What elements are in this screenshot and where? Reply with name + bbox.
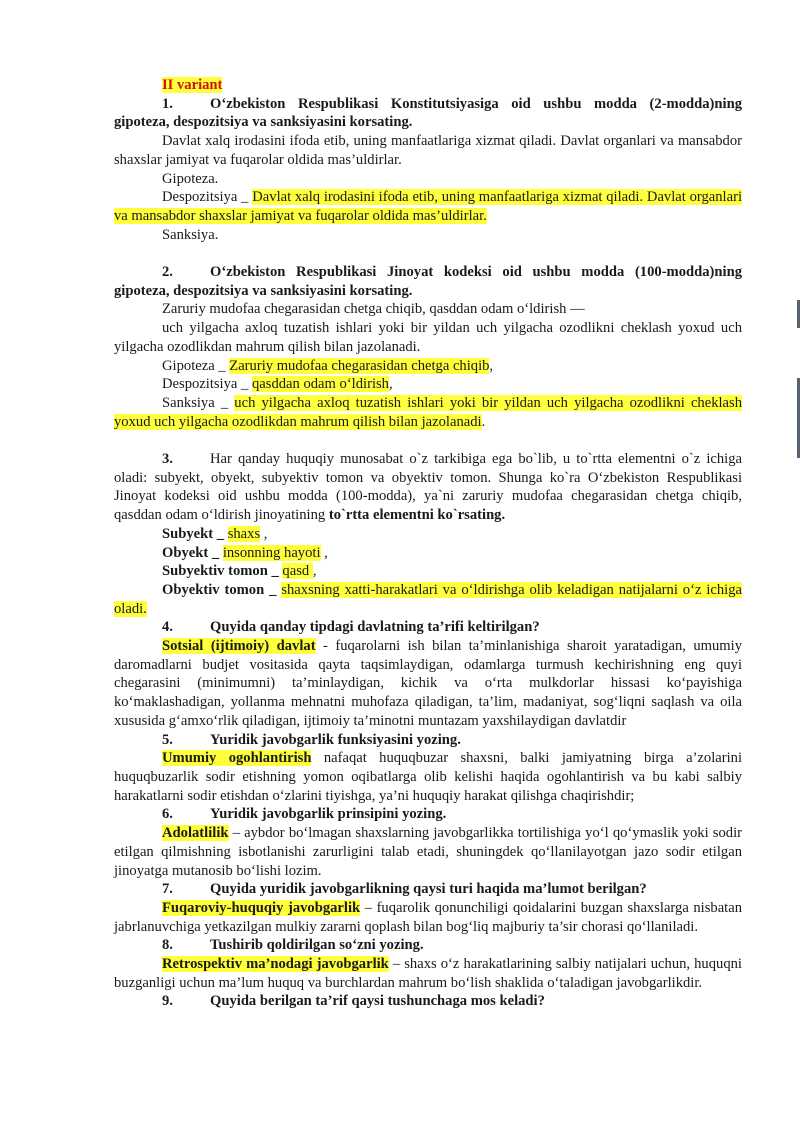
question-3-text	[114, 450, 742, 525]
question-2-sanksiya: Sanksiya _ uch yilgacha axloq tuzatish ishlari yoki bir yildan uch yilgacha ozodlikni cheklash yoxud uch yilgacha ozodlikdan mahrum qilish bilan jazolanadi.	[114, 394, 743, 430]
question-6-number: 6.	[162, 806, 173, 823]
question-4-definition: - fuqarolarni ish bilan ta’minlanishiga sharoit yaratadigan, umumiy daromadlarni budjet vositasida qayta taqsimlaydigan, odamlarga turmush kechirishning eng quyi chegarasini (minimumni) ta’minlaydigan, kichik va o‘rta mulkdorlar hissasi ko‘payishiga ko‘maklashadigan, yollanma mehnatni muhofaza qiladigan, ta’lim, madaniyat, sog‘liqni saqlash va oila xususida g‘amxo‘rlik qiladigan, ijtimoiy ta’minotni muntazam yaxshilaydigan davlatdir	[114, 638, 742, 729]
question-5-heading	[114, 731, 742, 750]
question-8-number: 8.	[162, 937, 173, 954]
question-7-answer-text	[114, 899, 742, 936]
subyekt-line: Subyekt _ shaxs ,	[162, 525, 268, 542]
variant-line	[114, 76, 742, 95]
question-9-heading	[114, 992, 742, 1011]
question-5-answer: Umumiy ogohlantirish	[162, 750, 312, 767]
question-4-title: Quyida qanday tipdagi davlatning ta’rifi keltirilgan?	[210, 619, 540, 636]
question-4-heading	[114, 618, 742, 637]
despozitsiya-label: Despozitsiya _	[162, 376, 252, 393]
question-1-heading	[114, 95, 742, 132]
question-3-body: Har qanday huquqiy munosabat o`z tarkibiga ega bo`lib, u to`rtta elementni o`z ichiga oladi: subyekt, obyekt, subyektiv tomon va obyektiv tomon. Shunga ko`ra O‘zbekiston Respublikasi Jinoyat kodeksi oid ushbu modda (100-modda), ya`ni zaruriy mudofaa chegarasidan chetga chiqib, qasddan odam o‘ldirish jinoyatining	[114, 451, 742, 524]
question-5-answer-text	[114, 749, 742, 805]
question-6-definition: – aybdor bo‘lmagan shaxslarning javobgarlikka tortilishiga yo‘l qo‘ymaslik yoki sodir etilgan qilmishning isbotlanishi zarurligini talab etadi, shuningdek qo‘llanilayotgan jazo sodir etilgan jinoyatga mutanosib bo‘lishi lozim.	[114, 825, 742, 879]
question-9-number: 9.	[162, 993, 173, 1010]
subyektiv-answer: qasd	[282, 563, 313, 580]
subyektiv-label: Subyektiv tomon _	[162, 563, 283, 580]
subyekt-answer: shaxs	[227, 525, 261, 542]
question-8-definition: – shaxs o‘z harakatlarining salbiy natijalari uchun, huquqni buzganligi uchun ma’lum huquq va burchlardan mahrum bo‘lish shaklida o‘taladigan javobgarlikdir.	[114, 956, 742, 991]
obyekt-label: Obyekt _	[162, 544, 223, 561]
question-3-task: to`rtta elementni ko`rsating.	[328, 507, 506, 524]
gipoteza-answer: Zaruriy mudofaa chegarasidan chetga chiqib	[229, 357, 490, 374]
obyekt-answer: insonning hayoti	[222, 544, 321, 561]
question-8-answer-text	[114, 955, 742, 992]
question-6-heading	[114, 805, 742, 824]
obyekt-line: Obyekt _ insonning hayoti ,	[162, 544, 328, 561]
question-6-title: Yuridik javobgarlik prinsipini yozing.	[210, 806, 447, 823]
question-2-gipoteza: Gipoteza _ Zaruriy mudofaa chegarasidan chetga chiqib,	[162, 357, 494, 374]
question-2-heading	[114, 263, 742, 300]
question-5-title: Yuridik javobgarlik funksiyasini yozing.	[210, 731, 461, 748]
question-4-answer-text	[114, 637, 742, 731]
question-2-title: O‘zbekiston Respublikasi Jinoyat kodeksi oid ushbu modda (100-modda)ning gipoteza, despozitsiya va sanksiyasini korsating.	[114, 264, 742, 299]
despozitsiya-answer: Davlat xalq irodasini ifoda etib, uning manfaatlariga xizmat qiladi. Davlat organlari va mansabdor shaxslar jamiyat va fuqarolar oldida mas’uldirlar.	[114, 189, 743, 224]
question-5-number: 5.	[162, 731, 173, 748]
question-1-title: O‘zbekiston Respublikasi Konstitutsiyasiga oid ushbu modda (2-modda)ning gipoteza, despozitsiya va sanksiyasini korsating.	[114, 95, 742, 131]
question-2-despozitsiya: Despozitsiya _ qasddan odam o‘ldirish,	[162, 376, 393, 393]
question-8-heading	[114, 936, 742, 955]
question-3-number: 3.	[162, 451, 173, 468]
question-7-answer: Fuqaroviy-huquqiy javobgarlik	[162, 899, 361, 916]
question-2-line-2: uch yilgacha axloq tuzatish ishlari yoki bir yildan uch yilgacha ozodlikni cheklash yoxud uch yilgacha ozodlikdan mahrum qilish bilan jazolanadi.	[114, 320, 742, 355]
question-2-line-1: Zaruriy mudofaa chegarasidan chetga chiqib, qasddan odam o‘ldirish —	[162, 301, 585, 318]
question-1-despozitsiya	[114, 188, 742, 225]
sanksiya-label: Sanksiya _	[162, 394, 235, 411]
question-1-number: 1.	[162, 95, 173, 112]
gipoteza-label: Gipoteza _	[162, 357, 230, 374]
question-7-number: 7.	[162, 881, 173, 898]
question-7-title: Quyida yuridik javobgarlikning qaysi turi haqida ma’lumot berilgan?	[210, 881, 647, 898]
question-6-answer: Adolatlilik	[162, 825, 229, 842]
subyekt-label: Subyekt _	[162, 525, 228, 542]
question-1-text: Davlat xalq irodasini ifoda etib, uning manfaatlariga xizmat qiladi. Davlat organlari va mansabdor shaxslar jamiyat va fuqarolar oldida mas’uldirlar.	[114, 133, 742, 168]
question-6-answer-text	[114, 824, 742, 880]
obyektiv-line	[114, 581, 742, 618]
question-7-heading	[114, 880, 742, 899]
document-page	[114, 76, 742, 1011]
question-1-gipoteza: Gipoteza.	[162, 170, 219, 187]
question-5-definition: nafaqat huquqbuzar shaxsni, balki jamiyatning birga a’zolarini huquqbuzarlik sodir etishning yomon oqibatlarga olib kelishi haqida ogohlantirish va bu kabi salbiy harakatlarni sodir etishdan o‘zlarini tiyishga, ya’ni huquqiy harakat qilishga chaqirishdir;	[114, 750, 742, 804]
obyektiv-answer: shaxsning xatti-harakatlari va o‘ldirishga olib keladigan natijalarni o‘z ichiga oladi.	[114, 581, 742, 617]
sanksiya-answer: uch yilgacha axloq tuzatish ishlari yoki bir yildan uch yilgacha ozodlikni cheklash yoxud uch yilgacha ozodlikdan mahrum qilish bilan jazolanadi	[114, 394, 743, 430]
despozitsiya-label: Despozitsiya _	[162, 189, 253, 206]
question-4-number: 4.	[162, 619, 173, 636]
obyektiv-label: Obyektiv tomon _	[162, 581, 282, 598]
question-7-definition: – fuqarolik qonunchiligi qoidalarini buzgan shaxslarga nisbatan jabrlanuvchiga yetkazilgan mulkiy zararni qoplash bilan bog‘liq majburiy ta’sir chorasi qo‘llaniladi.	[114, 899, 742, 935]
question-2-number: 2.	[162, 264, 173, 281]
question-8-answer: Retrospektiv ma’nodagi javobgarlik	[162, 956, 389, 973]
variant-heading: II variant	[162, 77, 223, 93]
question-1-sanksiya: Sanksiya.	[162, 226, 219, 243]
despozitsiya-answer: qasddan odam o‘ldirish	[251, 376, 389, 393]
question-8-title: Tushirib qoldirilgan so‘zni yozing.	[210, 937, 424, 954]
subyektiv-line: Subyektiv tomon _ qasd ,	[162, 563, 317, 580]
question-4-answer: Sotsial (ijtimoiy) davlat	[162, 638, 316, 655]
question-9-title: Quyida berilgan ta’rif qaysi tushunchaga mos keladi?	[210, 993, 545, 1010]
